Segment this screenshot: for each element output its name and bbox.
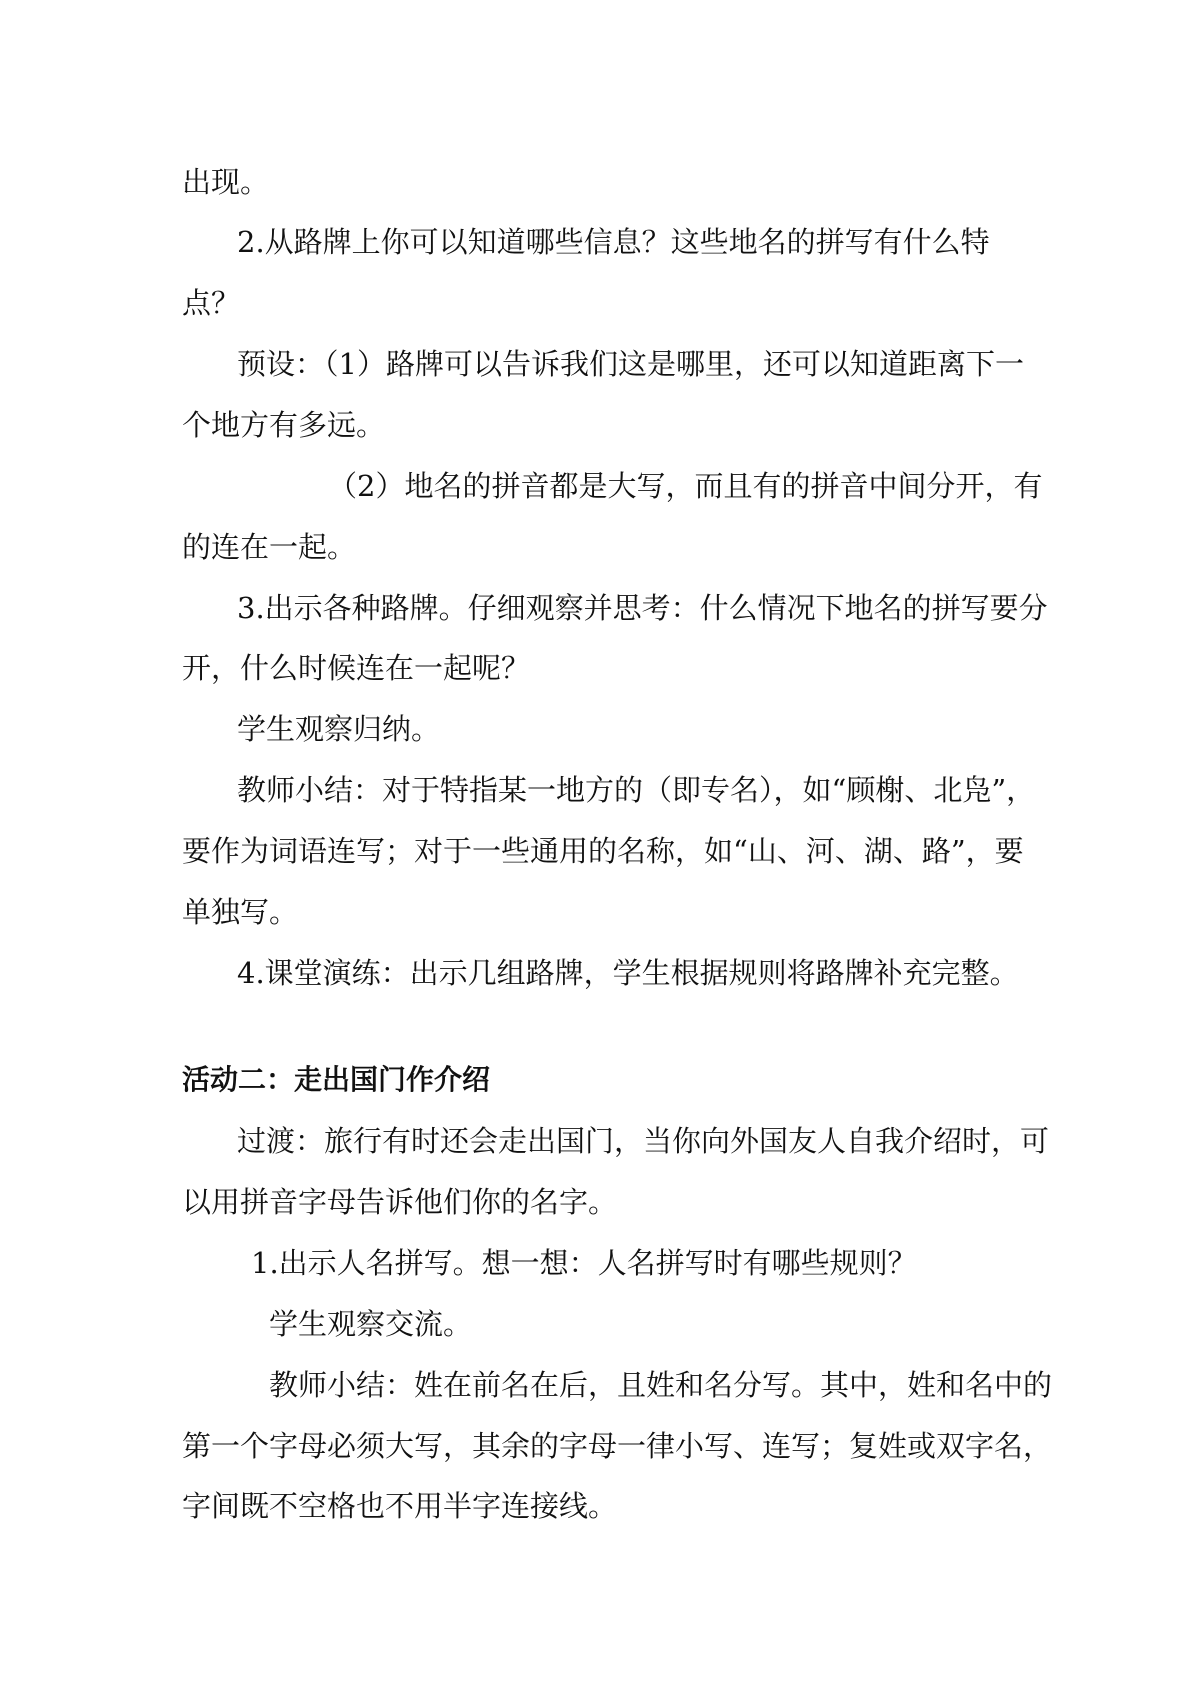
preset-subitem: （2）地名的拼音都是大写，而且有的拼音中间分开，有 — [328, 469, 1043, 503]
text-line: 第一个字母必须大写，其余的字母一律小写、连写；复姓或双字名， — [182, 1429, 1053, 1463]
text-line: 要作为词语连写；对于一些通用的名称，如“山、河、湖、路”，要 — [182, 834, 1024, 868]
teacher-summary: 教师小结：姓在前名在后，且姓和名分写。其中，姓和名中的 — [269, 1368, 1053, 1402]
text-line: 个地方有多远。 — [182, 408, 386, 442]
text-line: 开，什么时候连在一起呢？ — [182, 651, 531, 685]
text-line: 以用拼音字母告诉他们你的名字。 — [182, 1185, 618, 1219]
text-line: 点？ — [182, 286, 241, 320]
numbered-item-3: 3.出示各种路牌。仔细观察并思考：什么情况下地名的拼写要分 — [237, 591, 1048, 625]
transition-line: 过渡：旅行有时还会走出国门，当你向外国友人自我介绍时，可 — [237, 1124, 1050, 1158]
section-heading: 活动二：走出国门作介绍 — [182, 1063, 491, 1096]
teacher-summary: 教师小结：对于特指某一地方的（即专名），如“顾榭、北凫”， — [237, 773, 1036, 807]
numbered-item-2: 2.从路牌上你可以知道哪些信息？这些地名的拼写有什么特 — [237, 225, 990, 259]
text-line: 单独写。 — [182, 895, 299, 929]
text-line: 字间既不空格也不用半字连接线。 — [182, 1489, 618, 1523]
text-line: 学生观察交流。 — [269, 1307, 473, 1341]
text-line: 学生观察归纳。 — [237, 712, 441, 746]
preset-line: 预设：（1）路牌可以告诉我们这是哪里，还可以知道距离下一 — [237, 347, 1024, 381]
text-line: 出现。 — [182, 165, 270, 199]
numbered-item-1: 1.出示人名拼写。想一想：人名拼写时有哪些规则？ — [251, 1246, 917, 1280]
text-line: 的连在一起。 — [182, 530, 357, 564]
numbered-item-4: 4.课堂演练：出示几组路牌，学生根据规则将路牌补充完整。 — [237, 956, 1019, 990]
